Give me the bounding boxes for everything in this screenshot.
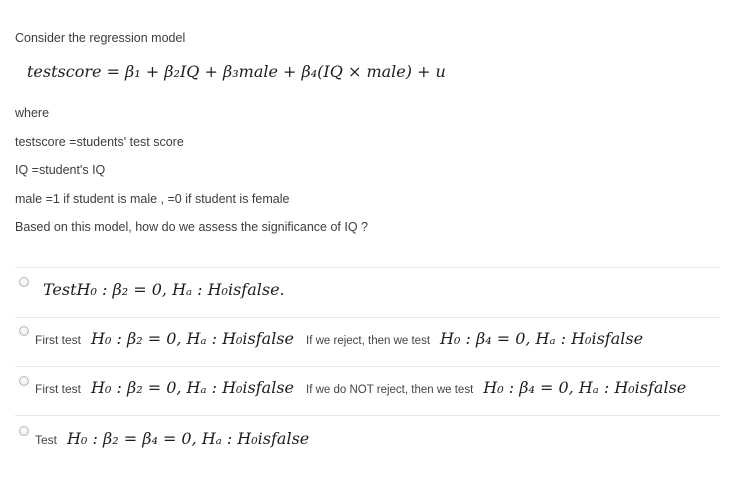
equation-rhs: = β₁ + β₂IQ + β₃male + β₄(IQ × male) + u <box>106 62 446 81</box>
definition-male: male =1 if student is male , =0 if student is female <box>15 192 290 206</box>
radio-button[interactable] <box>19 326 29 336</box>
option-2-middle-text: If we reject, then we test <box>306 335 431 347</box>
option-2-math-2: H₀ : β₄ = 0, Hₐ : H₀isfalse <box>440 329 644 348</box>
option-1[interactable] <box>15 268 720 317</box>
definition-iq: IQ =student's IQ <box>15 163 106 177</box>
option-4-prefix: Test <box>35 433 58 447</box>
question-intro: Consider the regression model <box>15 31 186 45</box>
where-label: where <box>15 106 50 120</box>
equation-lhs: testscore <box>27 62 102 81</box>
option-3[interactable] <box>15 367 720 416</box>
option-3-prefix: First test <box>35 382 82 396</box>
regression-equation <box>27 62 446 81</box>
definition-testscore: testscore =students' test score <box>15 135 184 149</box>
option-1-math: TestH₀ : β₂ = 0, Hₐ : H₀isfalse. <box>43 280 285 299</box>
option-2-prefix: First test <box>35 333 82 347</box>
option-3-math-1: H₀ : β₂ = 0, Hₐ : H₀isfalse <box>91 378 295 397</box>
radio-button[interactable] <box>19 426 29 436</box>
option-4-math: H₀ : β₂ = β₄ = 0, Hₐ : H₀isfalse <box>67 429 310 448</box>
question-prompt: Based on this model, how do we assess the significance of IQ ? <box>15 220 368 234</box>
option-3-middle-text: If we do NOT reject, then we test <box>306 384 474 396</box>
option-3-math-2: H₀ : β₄ = 0, Hₐ : H₀isfalse <box>483 378 687 397</box>
option-2-math-1: H₀ : β₂ = 0, Hₐ : H₀isfalse <box>91 329 295 348</box>
radio-button[interactable] <box>19 277 29 287</box>
option-4[interactable] <box>15 416 720 465</box>
radio-button[interactable] <box>19 376 29 386</box>
option-2[interactable] <box>15 318 720 367</box>
